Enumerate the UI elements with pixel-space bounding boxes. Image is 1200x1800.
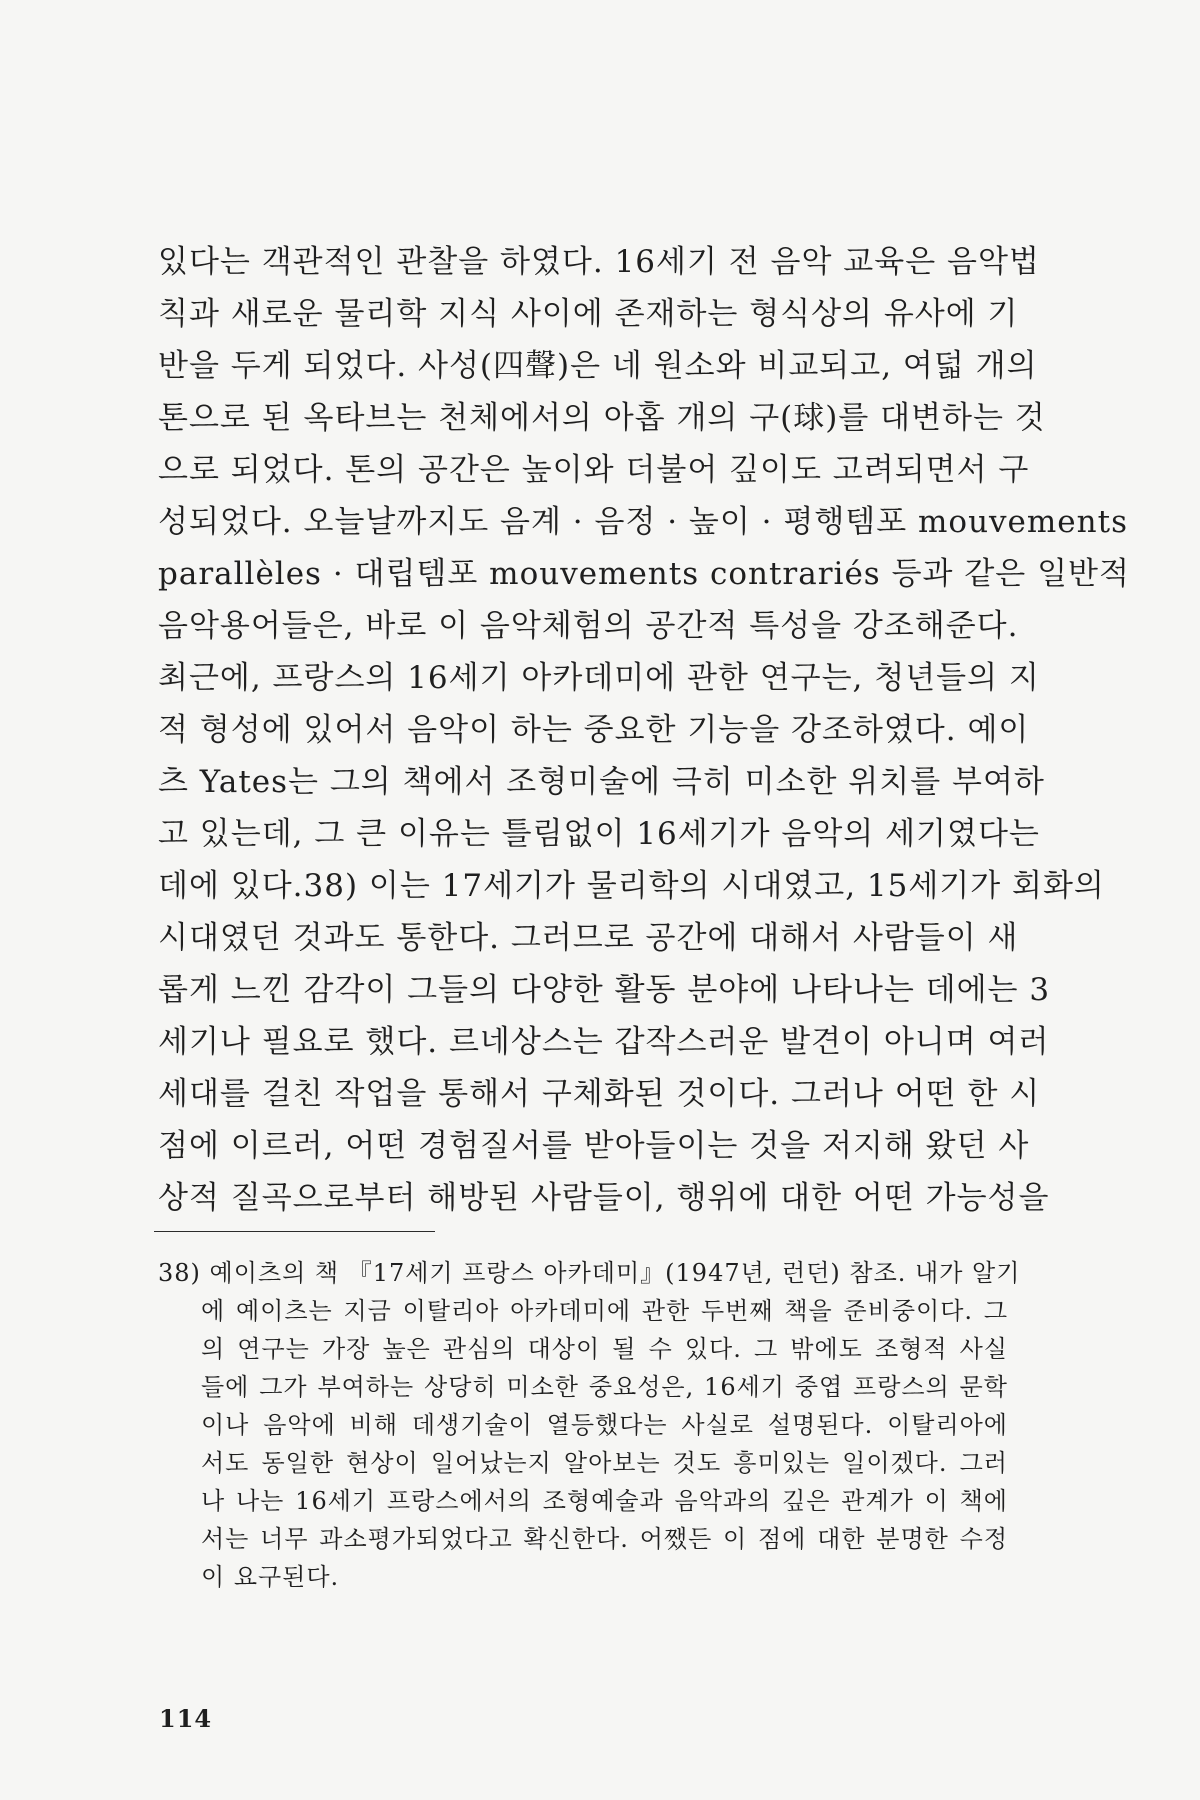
body-line: 으로 되었다. 톤의 공간은 높이와 더불어 깊이도 고려되면서 구 — [158, 452, 1030, 488]
body-line: 성되었다. 오늘날까지도 음계 · 음정 · 높이 · 평행템포 mouvements — [158, 504, 1128, 540]
body-line: 세기나 필요로 했다. 르네상스는 갑작스러운 발견이 아니며 여러 — [158, 1024, 1050, 1060]
footnote-line: 의 연구는 가장 높은 관심의 대상이 될 수 있다. 그 밖에도 조형적 사실 — [201, 1335, 1008, 1363]
footnote-line: 들에 그가 부여하는 상당히 미소한 중요성은, 16세기 중엽 프랑스의 문학 — [201, 1373, 1008, 1401]
body-line: 있다는 객관적인 관찰을 하였다. 16세기 전 음악 교육은 음악법 — [158, 244, 1040, 280]
footnote — [158, 1254, 1021, 1596]
footnote-line: 서도 동일한 현상이 일어났는지 알아보는 것도 흥미있는 일이겠다. 그러 — [201, 1449, 1008, 1477]
footnote-line: 이 요구된다. — [201, 1563, 340, 1591]
footnote-line: 서는 너무 과소평가되었다고 확신한다. 어쨌든 이 점에 대한 분명한 수정 — [201, 1525, 1008, 1553]
body-line: 고 있는데, 그 큰 이유는 틀림없이 16세기가 음악의 세기였다는 — [158, 816, 1040, 852]
footnote-line: 38) 예이츠의 책 『17세기 프랑스 아카데미』(1947년, 런던) 참조. 내가 알기 — [158, 1259, 1021, 1287]
body-line: 츠 Yates는 그의 책에서 조형미술에 극히 미소한 위치를 부여하 — [158, 764, 1045, 800]
main-body-text — [158, 236, 1130, 1224]
body-line: 톤으로 된 옥타브는 천체에서의 아홉 개의 구(球)를 대변하는 것 — [158, 400, 1046, 436]
body-line: 적 형성에 있어서 음악이 하는 중요한 기능을 강조하였다. 예이 — [158, 712, 1030, 748]
footnote-line: 이나 음악에 비해 데생기술이 열등했다는 사실로 설명된다. 이탈리아에 — [201, 1411, 1008, 1439]
body-line: 점에 이르러, 어떤 경험질서를 받아들이는 것을 저지해 왔던 사 — [158, 1128, 1030, 1164]
body-line: 최근에, 프랑스의 16세기 아카데미에 관한 연구는, 청년들의 지 — [158, 660, 1040, 696]
body-line: 롭게 느낀 감각이 그들의 다양한 활동 분야에 나타나는 데에는 3 — [158, 972, 1051, 1008]
footnote-divider — [154, 1231, 435, 1232]
body-line: 칙과 새로운 물리학 지식 사이에 존재하는 형식상의 유사에 기 — [158, 296, 1019, 332]
body-line: 시대였던 것과도 통한다. 그러므로 공간에 대해서 사람들이 새 — [158, 920, 1019, 956]
body-line: 세대를 걸친 작업을 통해서 구체화된 것이다. 그러나 어떤 한 시 — [158, 1076, 1041, 1112]
body-line: 데에 있다.38) 이는 17세기가 물리학의 시대였고, 15세기가 회화의 — [158, 868, 1105, 904]
body-line: 음악용어들은, 바로 이 음악체험의 공간적 특성을 강조해준다. — [158, 608, 1019, 644]
body-line: 반을 두게 되었다. 사성(四聲)은 네 원소와 비교되고, 여덟 개의 — [158, 348, 1038, 384]
page-number: 114 — [159, 1704, 213, 1733]
body-line: parallèles · 대립템포 mouvements contrariés 등과 같은 일반적 — [158, 556, 1130, 592]
body-line: 상적 질곡으로부터 해방된 사람들이, 행위에 대한 어떤 가능성을 — [158, 1180, 1050, 1216]
footnote-line: 나 나는 16세기 프랑스에서의 조형예술과 음악과의 깊은 관계가 이 책에 — [201, 1487, 1008, 1515]
footnote-line: 에 예이츠는 지금 이탈리아 아카데미에 관한 두번째 책을 준비중이다. 그 — [201, 1297, 1008, 1325]
